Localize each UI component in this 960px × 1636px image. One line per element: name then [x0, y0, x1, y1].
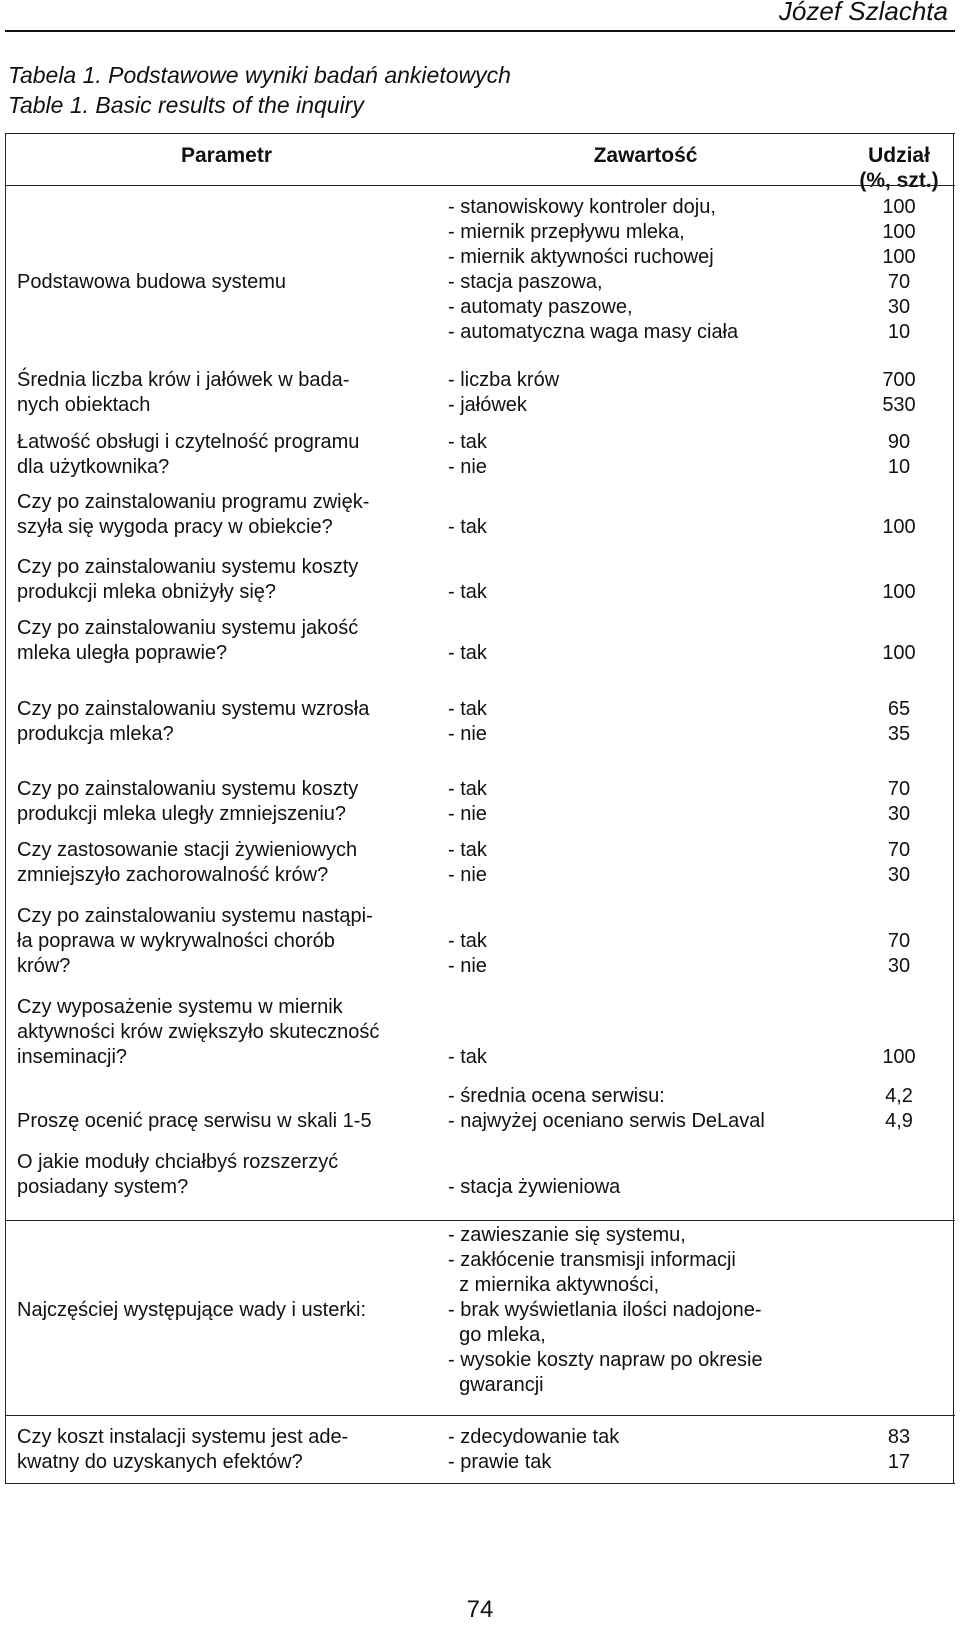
- content-cell-line: - stanowiskowy kontroler doju,: [448, 196, 716, 218]
- share-cell: [843, 777, 955, 827]
- content-cell-line: - średnia ocena serwisu:: [448, 1085, 665, 1107]
- param-cell-line: [17, 1273, 442, 1298]
- content-cell: [448, 838, 838, 888]
- share-cell-line: 90: [887, 431, 911, 453]
- param-cell-line: inseminacji?: [17, 1046, 128, 1068]
- share-cell-line: [843, 490, 955, 515]
- share-cell-line: 100: [882, 642, 916, 664]
- param-cell: [17, 697, 442, 747]
- param-cell: [17, 490, 442, 540]
- share-cell-line: 65: [887, 698, 911, 720]
- share-cell: [843, 368, 955, 418]
- table-bottom-border: [5, 1483, 955, 1484]
- share-cell-line: 70: [887, 271, 911, 293]
- content-cell-line: - tak: [448, 642, 487, 664]
- param-cell-line: produkcji mleka uległy zmniejszeniu?: [17, 803, 347, 825]
- content-cell-line: - liczba krów: [448, 369, 560, 391]
- page-number: 74: [466, 1596, 494, 1623]
- content-cell-line: - brak wyświetlania ilości nadojone-: [448, 1299, 762, 1321]
- content-cell-line: - zdecydowanie tak: [448, 1426, 620, 1448]
- param-cell: [17, 368, 442, 418]
- content-cell: [448, 555, 838, 605]
- param-cell-line: Czy po zainstalowaniu systemu koszty: [17, 556, 359, 578]
- header-content: Zawartość: [593, 144, 698, 167]
- share-cell-line: 100: [882, 196, 916, 218]
- param-cell: [17, 995, 442, 1070]
- share-cell: [843, 490, 955, 540]
- share-cell-line: [843, 904, 955, 929]
- content-cell: [448, 490, 838, 540]
- param-cell: [17, 195, 442, 295]
- content-cell-line: - nie: [448, 456, 487, 478]
- param-cell-line: nych obiektach: [17, 394, 151, 416]
- content-cell-line: - nie: [448, 803, 487, 825]
- header-bottom-border: [5, 185, 955, 186]
- param-cell-line: Czy po zainstalowaniu programu zwięk-: [17, 491, 370, 513]
- share-cell: [843, 995, 955, 1070]
- param-cell-line: Czy po zainstalowaniu systemu nastąpi-: [17, 905, 373, 927]
- param-cell-line: [17, 245, 442, 270]
- content-cell: [448, 430, 838, 480]
- share-cell-line: 100: [882, 581, 916, 603]
- share-cell-line: 30: [887, 803, 911, 825]
- header-share-line1: Udział: [868, 144, 930, 167]
- param-cell-line: [17, 1084, 442, 1109]
- share-cell-line: [843, 1150, 955, 1175]
- share-cell-line: 10: [887, 456, 911, 478]
- content-cell: [448, 1425, 838, 1475]
- share-cell-line: 70: [887, 778, 911, 800]
- share-cell: [843, 1425, 955, 1475]
- share-cell: [843, 697, 955, 747]
- param-cell-line: [17, 1248, 442, 1273]
- content-cell-line: - automatyczna waga masy ciała: [448, 321, 739, 343]
- content-cell-line: - automaty paszowe,: [448, 296, 633, 318]
- param-cell-line: Czy po zainstalowaniu systemu jakość: [17, 617, 359, 639]
- content-cell-line: - zawieszanie się systemu,: [448, 1224, 686, 1246]
- content-cell-line: z miernika aktywności,: [448, 1274, 660, 1296]
- share-cell-line: 100: [882, 1046, 916, 1068]
- content-cell-line: [448, 490, 838, 515]
- share-cell-line: [843, 1348, 955, 1373]
- content-cell: [448, 1084, 838, 1134]
- share-cell-line: [843, 1373, 955, 1398]
- share-cell-line: 100: [882, 516, 916, 538]
- share-cell-line: 100: [882, 246, 916, 268]
- share-cell: [843, 1223, 955, 1398]
- header-share-line2: (%, szt.): [859, 169, 939, 192]
- share-cell-line: 70: [887, 839, 911, 861]
- header-divider: [5, 30, 955, 32]
- content-cell-line: - nie: [448, 864, 487, 886]
- content-cell-line: - tak: [448, 930, 487, 952]
- row-group-divider: [5, 1415, 955, 1416]
- param-cell: [17, 616, 442, 666]
- share-cell-line: 83: [887, 1426, 911, 1448]
- param-cell-line: Najczęściej występujące wady i usterki:: [17, 1299, 367, 1321]
- param-cell-line: Czy wyposażenie systemu w miernik: [17, 996, 343, 1018]
- param-cell-line: O jakie moduły chciałbyś rozszerzyć: [17, 1151, 339, 1173]
- param-cell-line: Czy po zainstalowaniu systemu koszty: [17, 778, 359, 800]
- param-cell: [17, 1425, 442, 1475]
- param-cell-line: krów?: [17, 955, 71, 977]
- share-cell-line: 30: [887, 955, 911, 977]
- share-cell-line: [843, 1273, 955, 1298]
- content-cell-line: [448, 616, 838, 641]
- content-cell: [448, 616, 838, 666]
- share-cell-line: 4,2: [885, 1085, 913, 1107]
- caption-english: Table 1. Basic results of the inquiry: [8, 92, 364, 118]
- row-group-divider: [5, 1220, 955, 1221]
- content-cell-line: - tak: [448, 581, 487, 603]
- caption-polish: Tabela 1. Podstawowe wyniki badań ankietowych: [8, 62, 511, 88]
- share-cell: [843, 616, 955, 666]
- content-cell-line: - prawie tak: [448, 1451, 552, 1473]
- share-cell-line: [843, 555, 955, 580]
- param-cell-line: [17, 220, 442, 245]
- param-cell-line: dla użytkownika?: [17, 456, 170, 478]
- content-cell-line: - wysokie koszty napraw po okresie: [448, 1349, 763, 1371]
- content-cell: [448, 1150, 838, 1200]
- param-cell: [17, 777, 442, 827]
- content-cell-line: - nie: [448, 723, 487, 745]
- content-cell-line: [448, 995, 838, 1020]
- share-cell-line: 700: [882, 369, 916, 391]
- share-cell-line: [843, 616, 955, 641]
- share-cell: [843, 430, 955, 480]
- content-cell-line: go mleka,: [448, 1324, 546, 1346]
- share-cell-line: 70: [887, 930, 911, 952]
- content-cell: [448, 697, 838, 747]
- param-cell-line: [17, 195, 442, 220]
- param-cell-line: Proszę ocenić pracę serwisu w skali 1-5: [17, 1110, 372, 1132]
- param-cell-line: Łatwość obsługi i czytelność programu: [17, 431, 360, 453]
- param-cell-line: zmniejszyło zachorowalność krów?: [17, 864, 329, 886]
- content-cell-line: - stacja paszowa,: [448, 271, 603, 293]
- content-cell-line: - nie: [448, 955, 487, 977]
- table-top-border: [5, 133, 955, 134]
- content-cell: [448, 1223, 838, 1398]
- share-cell: [843, 904, 955, 979]
- content-cell-line: - najwyżej oceniano serwis DeLaval: [448, 1110, 765, 1132]
- share-cell-line: [843, 1248, 955, 1273]
- param-cell: [17, 1150, 442, 1200]
- share-cell-line: [843, 1020, 955, 1045]
- share-cell-line: 100: [882, 221, 916, 243]
- share-cell-line: [843, 1223, 955, 1248]
- share-cell-line: [843, 1323, 955, 1348]
- param-cell-line: [17, 1223, 442, 1248]
- param-cell-line: Czy koszt instalacji systemu jest ade-: [17, 1426, 349, 1448]
- content-cell-line: - tak: [448, 1046, 487, 1068]
- share-cell-line: 30: [887, 296, 911, 318]
- content-cell-line: - tak: [448, 431, 487, 453]
- content-cell-line: - jałówek: [448, 394, 527, 416]
- table-caption: [8, 60, 511, 120]
- share-cell: [843, 1150, 955, 1200]
- content-cell: [448, 995, 838, 1070]
- share-cell-line: 17: [887, 1451, 911, 1473]
- content-cell: [448, 195, 838, 345]
- param-cell-line: kwatny do uzyskanych efektów?: [17, 1451, 303, 1473]
- share-cell-line: [843, 1175, 955, 1200]
- content-cell-line: - miernik aktywności ruchowej: [448, 246, 714, 268]
- content-cell-line: [448, 555, 838, 580]
- content-cell-line: [448, 904, 838, 929]
- param-cell-line: posiadany system?: [17, 1176, 189, 1198]
- param-cell: [17, 1223, 442, 1323]
- share-cell-line: 530: [882, 394, 916, 416]
- param-cell-line: produkcji mleka obniżyły się?: [17, 581, 277, 603]
- param-cell-line: Podstawowa budowa systemu: [17, 271, 287, 293]
- param-cell-line: Czy zastosowanie stacji żywieniowych: [17, 839, 358, 861]
- param-cell: [17, 838, 442, 888]
- content-cell-line: - zakłócenie transmisji informacji: [448, 1249, 736, 1271]
- table-left-border: [5, 133, 6, 1483]
- content-cell-line: gwarancji: [448, 1374, 544, 1396]
- share-cell-line: 30: [887, 864, 911, 886]
- share-cell: [843, 1084, 955, 1134]
- param-cell-line: mleka uległa poprawie?: [17, 642, 228, 664]
- header-param: Parametr: [180, 144, 273, 167]
- content-cell-line: [448, 1150, 838, 1175]
- content-cell-line: - miernik przepływu mleka,: [448, 221, 685, 243]
- content-cell-line: - tak: [448, 698, 487, 720]
- param-cell: [17, 555, 442, 605]
- content-cell: [448, 777, 838, 827]
- share-cell-line: [843, 995, 955, 1020]
- param-cell-line: Średnia liczba krów i jałówek w bada-: [17, 369, 350, 391]
- share-cell: [843, 195, 955, 345]
- running-header-author: Józef Szlachta: [778, 0, 948, 26]
- share-cell-line: 35: [887, 723, 911, 745]
- content-cell: [448, 904, 838, 979]
- param-cell-line: produkcja mleka?: [17, 723, 174, 745]
- param-cell-line: Czy po zainstalowaniu systemu wzrosła: [17, 698, 370, 720]
- content-cell-line: - stacja żywieniowa: [448, 1176, 621, 1198]
- param-cell: [17, 430, 442, 480]
- param-cell: [17, 1084, 442, 1134]
- share-cell: [843, 555, 955, 605]
- share-cell-line: 10: [887, 321, 911, 343]
- param-cell-line: aktywności krów zwiększyło skuteczność: [17, 1021, 380, 1043]
- share-cell-line: [843, 1298, 955, 1323]
- param-cell: [17, 904, 442, 979]
- content-cell: [448, 368, 838, 418]
- param-cell-line: ła poprawa w wykrywalności chorób: [17, 930, 335, 952]
- share-cell-line: 4,9: [885, 1110, 913, 1132]
- param-cell-line: szyła się wygoda pracy w obiekcie?: [17, 516, 333, 538]
- content-cell-line: [448, 1020, 838, 1045]
- content-cell-line: - tak: [448, 516, 487, 538]
- content-cell-line: - tak: [448, 839, 487, 861]
- share-cell: [843, 838, 955, 888]
- content-cell-line: - tak: [448, 778, 487, 800]
